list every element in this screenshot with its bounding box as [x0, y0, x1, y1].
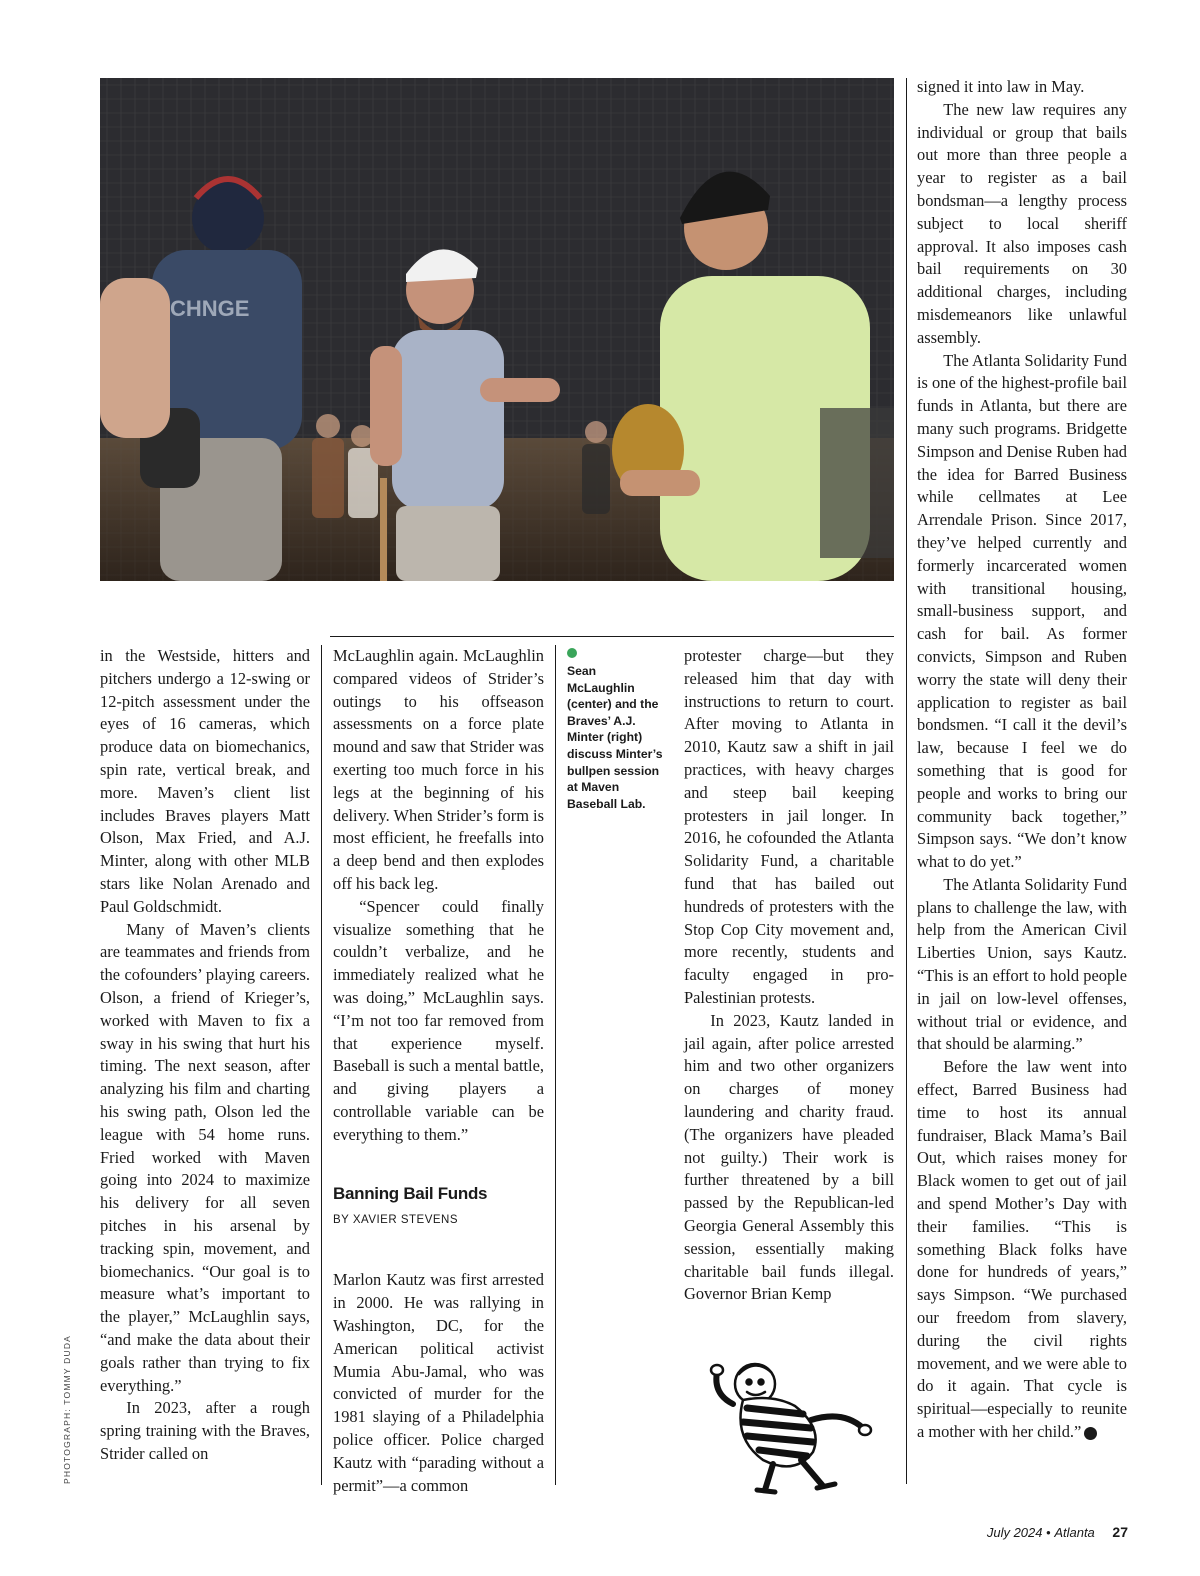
- paragraph: protester charge—but they released him that day with instructions to return to court. After moving to Atlanta in 2010, Kautz saw a shift in jail practices, with heavy charges and steep bail keeping protesters in jail longer. In 2016, he cofounded the Atlanta Solidarity Fund, a charitable fund that has bailed out hundreds of protesters with the Stop Cop City movement and, more recently, students and faculty engaged in pro-Palestinian protests.: [684, 646, 894, 1007]
- publication-name: Atlanta: [1054, 1525, 1095, 1540]
- paragraph: McLaughlin again. McLaughlin compared videos of Strider’s outings to his offseason assessments on a force plate mound and saw that Strider was exerting too much force in his legs at the beginning of his delivery. When Strider’s form is most efficient, he freefalls into a deep bend and then explodes off his back leg.: [333, 646, 544, 893]
- batting-cage-scene: [100, 78, 894, 581]
- paragraph: Many of Maven’s clients are teammates and friends from the cofounders’ playing careers. Olson, a friend of Krieger’s, worked with Maven to fix a sway in his swing that hurt his timing. The next season, after analyzing his film and charting his swing path, Olson led the league with 54 home runs. Fried worked with Maven going into 2024 to maximize his delivery for all seven pitches in his arsenal by tracking spin, movement, and biomechanics. “Our goal is to measure what’s important to the player,” McLaughlin says, “and make the data about their goals rather than trying to fix everything.”: [100, 919, 310, 1395]
- svg-text:CHNGE: CHNGE: [170, 296, 250, 321]
- photo-caption: [567, 648, 663, 812]
- footer-separator: •: [1046, 1525, 1051, 1540]
- paragraph: In 2023, after a rough spring training with the Braves, Strider called on: [100, 1398, 310, 1463]
- issue-date: July 2024: [986, 1525, 1043, 1540]
- paragraph: in the Westside, hitters and pitchers undergo a 12-swing or 12-pitch assessment under the eyes of 16 cameras, which produce data on biomechanics, spin rate, vertical break, and more. Maven’s client list includes Braves players Matt Olson, Max Fried, and A.J. Minter, along with other MLB stars like Nolan Arenado and Paul Goldschmidt.: [100, 646, 310, 916]
- caption-text: Sean McLaughlin (center) and the Braves’ A.J. Minter (right) discuss Minter’s bullpen session at Maven Baseball Lab.: [567, 664, 663, 811]
- page-footer: [987, 1524, 1128, 1540]
- column-divider-3: [906, 78, 907, 1484]
- page-number: 27: [1112, 1524, 1128, 1540]
- paragraph: [917, 1056, 1127, 1444]
- paragraph: In 2023, Kautz landed in jail again, after police arrested him and two other organizers on charges of money laundering and charity fraud. (The organizers have pleaded not guilty.) Their work is further threatened by a bill passed by the Republican-led Georgia General Assembly this session, essentially making charitable bail funds illegal. Governor Brian Kemp: [684, 1010, 894, 1304]
- column-divider-2: [555, 645, 556, 1485]
- byline: BY XAVIER STEVENS: [333, 1213, 459, 1226]
- article-column-1: [100, 645, 310, 1466]
- paragraph: signed it into law in May.: [917, 77, 1085, 96]
- paragraph: Marlon Kautz was first arrested in 2000. He was rallying in Washington, DC, for the American political activist Mumia Abu-Jamal, who was convicted of murder for the 1981 slaying of a Philadelphia police officer. Police charged Kautz with “parading without a permit”—a common: [333, 1270, 544, 1495]
- column-top-rule: [330, 636, 894, 637]
- paragraph: “Spencer could finally visualize something that he couldn’t verbalize, and he immediately realized what he was doing,” McLaughlin says. “I’m not too far removed from that experience myself. Baseball is such a mental battle, and giving players a controllable variable can be everything to them.”: [333, 896, 544, 1144]
- article-column-4: [917, 76, 1127, 1444]
- paragraph: The Atlanta Solidarity Fund plans to challenge the law, with help from the American Civil Liberties Union, says Kautz. “This is an effort to hold people in jail on low-level offenses, without trial or evidence, and that should be alarming.”: [917, 874, 1127, 1054]
- section-title: Banning Bail Funds: [333, 1183, 488, 1203]
- paragraph: The new law requires any individual or group that bails out more than three people a year to register as a bail bondsman—a lengthy process subject to local sheriff approval. It also imposes cash bail requirements on 30 additional charges, including misdemeanors like unlawful assembly.: [917, 99, 1127, 347]
- article-column-2: [333, 645, 544, 1497]
- photo-credit: PHOTOGRAPH: TOMMY DUDA: [62, 1334, 72, 1484]
- end-mark-icon: A: [1084, 1427, 1097, 1440]
- article-photo: [100, 78, 894, 581]
- article-column-3: [684, 645, 894, 1306]
- paragraph: The Atlanta Solidarity Fund is one of the highest-profile bail funds in Atlanta, but there are many such programs. Bridgette Simpson and Denise Ruben had the idea for Barred Business while cellmates at Lee Arrendale Prison. Since 2017, they’ve helped currently and formerly incarcerated women with transitional housing, small-business support, and cash for bail. As former convicts, Simpson and Ruben worry the state will deny their application to register as bail bondsmen. “I call it the devil’s law, because I feel we do something that is good for people and works to bring our community back together,” Simpson says. “We don’t know what to do yet.”: [917, 350, 1127, 872]
- striped-prisoner-mascot-icon: [703, 1348, 875, 1496]
- paragraph-text: Before the law went into effect, Barred Business had time to host its annual fundraiser, Black Mama’s Bail Out, which raises money for Black women to get out of jail and spend Mother’s Day with their families. “This is something Black folks have done for hundreds of years,” says Simpson. “We purchased our freedom from slavery, during the civil rights movement, and we were able to do it again. That cycle is spiritual—especially to reunite a mother with her child.”: [917, 1057, 1127, 1442]
- column-divider-1: [321, 645, 322, 1485]
- caption-dot-icon: [567, 648, 577, 658]
